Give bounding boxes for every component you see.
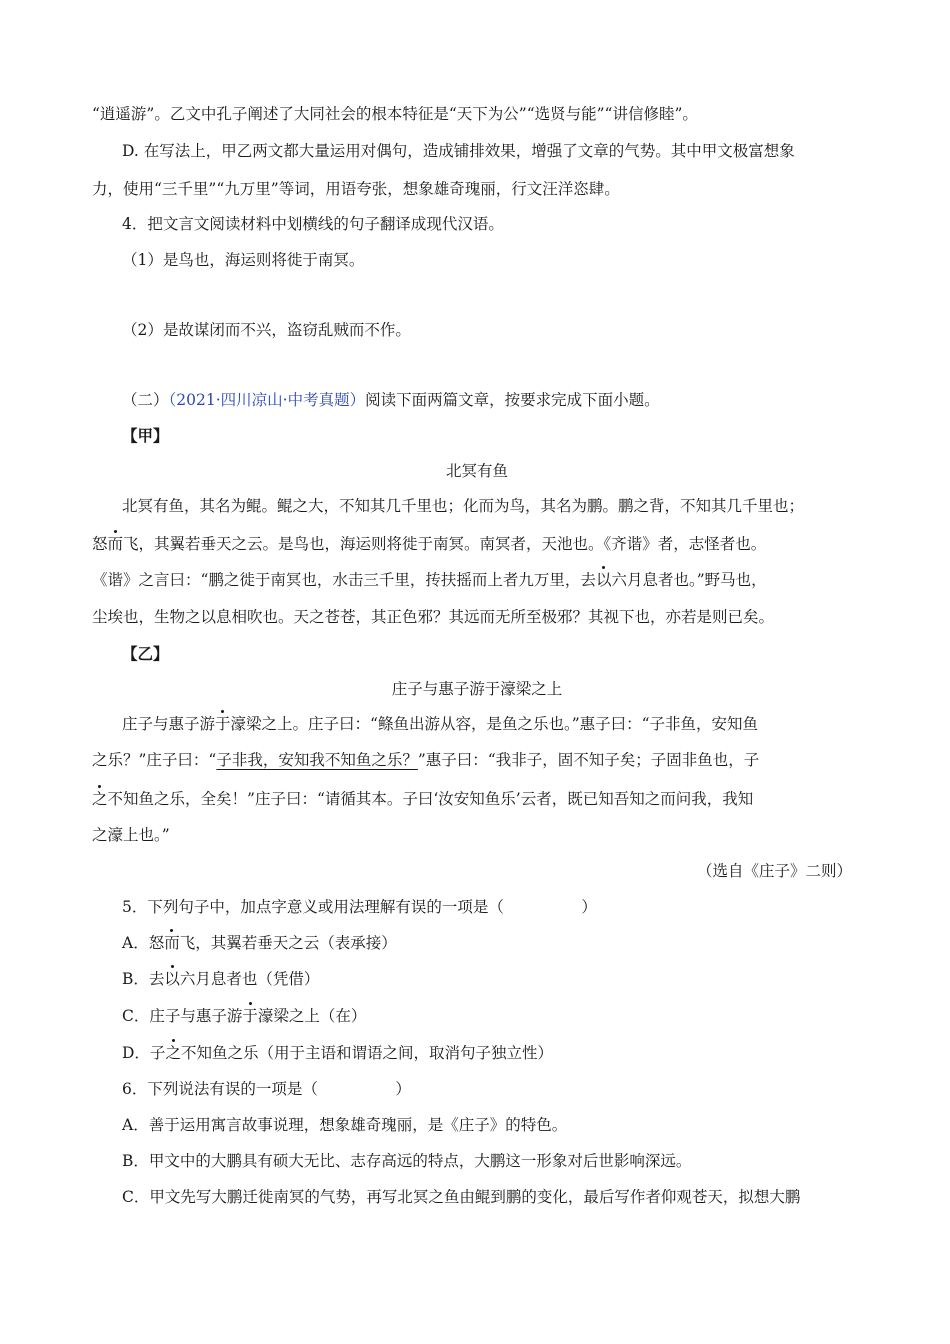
passage-b-line4: 之濠上也。” [92, 826, 170, 844]
question-5-option-b: B．去以六月息者也（凭借） [122, 970, 320, 988]
question-6: 6．下列说法有误的一项是（ ） [122, 1080, 411, 1098]
emphasis-dot-yi: 以 [595, 571, 612, 589]
question-5-option-d: D．子之不知鱼之乐（用于主语和谓语之间，取消句子独立性） [122, 1044, 553, 1062]
passage-b-title: 庄子与惠子游于濠梁之上 [391, 680, 563, 698]
passage-b-line3: 之不知鱼之乐，全矣！”庄子曰：“请循其本。子曰‘汝安知鱼乐’云者，既已知吾知之而问我，我知 [92, 790, 754, 808]
source-note: （选自《庄子》二则） [696, 862, 852, 880]
option-c-continuation: “逍遥游”。乙文中孔子阐述了大同社会的根本特征是“天下为公”“选贤与能”“讲信修睦”。 [92, 105, 698, 123]
passage-b-line2: 之乐？”庄子曰：“子非我，安知我不知鱼之乐？”惠子曰：“我非子，固不知子矣；子固非鱼也，子 [92, 751, 760, 769]
emphasis-dot-zhi: 之 [92, 790, 108, 808]
passage-a-line2: 怒而飞，其翼若垂天之云。是鸟也，海运则将徙于南冥。南冥者，天池也。《齐谐》者，志怪者也。 [92, 535, 767, 553]
underlined-sentence: 子非我，安知我不知鱼之乐？ [216, 751, 418, 769]
passage-a-line4: 尘埃也，生物之以息相吹也。天之苍苍，其正色邪？其远而无所至极邪？其视下也，亦若是则已矣。 [92, 608, 775, 626]
emphasis-dot-zhi: 之 [165, 1044, 181, 1062]
question-6-option-a: A．善于运用寓言故事说理，想象雄奇瑰丽，是《庄子》的特色。 [122, 1116, 568, 1134]
passage-b-line1: 庄子与惠子游于濠梁之上。庄子曰：“鲦鱼出游从容，是鱼之乐也。”惠子曰：“子非鱼，安知鱼 [122, 715, 759, 733]
question-5-option-c: C．庄子与惠子游于濠梁之上（在） [122, 1007, 367, 1025]
passage-a-line3: 《谐》之言曰：“鹏之徙于南冥也，水击三千里，抟扶摇而上者九万里，去以六月息者也。”野马也， [92, 571, 767, 589]
question-4-item-1: （1）是鸟也，海运则将徙于南冥。 [122, 251, 365, 269]
emphasis-dot-yu: 于 [215, 715, 231, 733]
passage-a-title: 北冥有鱼 [445, 462, 508, 480]
option-d-line2: 力，使用“三千里”“九万里”等词，用语夸张，想象雄奇瑰丽，行文汪洋恣肆。 [92, 180, 620, 198]
source-tag: （2021·四川凉山·中考真题） [168, 391, 366, 409]
emphasis-dot-er: 而 [107, 535, 124, 553]
emphasis-dot-yu: 于 [242, 1007, 258, 1025]
emphasis-dot-yi: 以 [164, 970, 180, 988]
option-d-line1: D. 在写法上，甲乙两文都大量运用对偶句，造成铺排效果，增强了文章的气势。其中甲文极富想象 [122, 142, 795, 160]
question-5-option-a: A．怒而飞，其翼若垂天之云（表承接） [122, 934, 397, 952]
question-4-item-2: （2）是故谋闭而不兴，盗窃乱贼而不作。 [122, 321, 411, 339]
question-6-option-b: B．甲文中的大鹏具有硕大无比、志存高远的特点，大鹏这一形象对后世影响深远。 [122, 1152, 692, 1170]
emphasis-dot-er: 而 [164, 934, 180, 952]
passage-b-label: 【乙】 [122, 644, 169, 663]
section-2-heading: （二）（2021·四川凉山·中考真题）阅读下面两篇文章，按要求完成下面小题。 [122, 391, 660, 409]
question-6-option-c: C．甲文先写大鹏迁徙南冥的气势，再写北冥之鱼由鲲到鹏的变化，最后写作者仰观苍天，拟想大鹏 [122, 1188, 801, 1206]
passage-a-line1: 北冥有鱼，其名为鲲。鲲之大，不知其几千里也；化而为鸟，其名为鹏。鹏之背，不知其几千里也； [122, 497, 805, 515]
passage-a-label: 【甲】 [122, 426, 169, 445]
question-4: 4．把文言文阅读材料中划横线的句子翻译成现代汉语。 [122, 215, 504, 233]
question-5: 5．下列句子中，加点字意义或用法理解有误的一项是（ ） [122, 898, 597, 916]
